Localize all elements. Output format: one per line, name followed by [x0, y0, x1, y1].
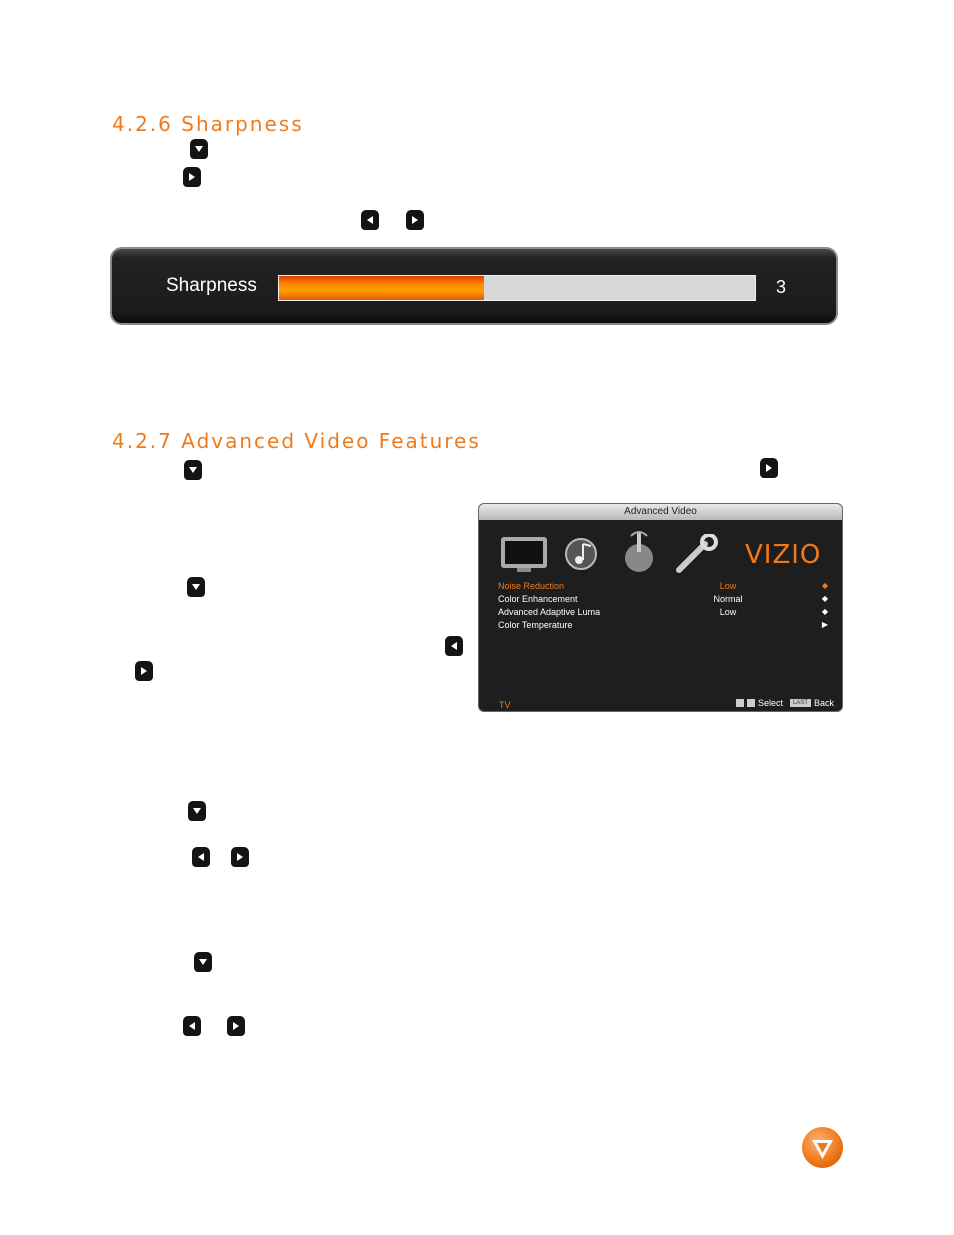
down-key-icon	[187, 577, 205, 597]
antenna-icon[interactable]	[621, 528, 657, 579]
left-right-arrow-icon: ◆	[821, 594, 828, 603]
menu-footer-hints	[736, 698, 834, 708]
left-key-icon	[361, 210, 379, 230]
sharpness-osd	[110, 247, 838, 325]
left-right-key-icon	[736, 699, 744, 707]
right-key-icon	[183, 167, 201, 187]
down-key-icon	[184, 460, 202, 480]
right-arrow-icon: ▶	[821, 620, 828, 629]
menu-row-color-temperature[interactable]: Color Temperature ▶	[498, 620, 828, 630]
section-heading-advanced-video: 4.2.7 Advanced Video Features	[112, 429, 481, 453]
right-key-icon	[231, 847, 249, 867]
right-key-icon	[227, 1016, 245, 1036]
sharpness-label: Sharpness	[166, 275, 257, 296]
left-key-icon	[445, 636, 463, 656]
input-source: TV	[499, 700, 511, 710]
select-hint: Select	[757, 698, 783, 708]
left-right-arrow-icon: ◆	[821, 581, 828, 590]
down-key-icon	[194, 952, 212, 972]
right-key-icon	[760, 458, 778, 478]
vizio-logo-icon	[802, 1127, 843, 1168]
last-key-icon: LAST	[790, 699, 811, 707]
down-key-icon	[190, 139, 208, 159]
left-key-icon	[183, 1016, 201, 1036]
menu-row-noise-reduction[interactable]: Noise Reduction Low ◆	[498, 581, 828, 591]
left-right-arrow-icon: ◆	[821, 607, 828, 616]
advanced-video-menu	[478, 503, 843, 712]
music-icon[interactable]	[563, 534, 599, 579]
right-key-icon	[135, 661, 153, 681]
vizio-brand: VIZIO	[745, 540, 822, 570]
menu-title: Advanced Video	[479, 504, 842, 520]
section-heading-sharpness: 4.2.6 Sharpness	[112, 112, 304, 136]
sharpness-slider-fill	[279, 276, 484, 300]
back-hint: Back	[813, 698, 834, 708]
down-key-icon	[188, 801, 206, 821]
wrench-icon[interactable]	[675, 534, 721, 579]
menu-row-advanced-adaptive-luma[interactable]: Advanced Adaptive Luma Low ◆	[498, 607, 828, 617]
left-key-icon	[192, 847, 210, 867]
tv-icon[interactable]	[499, 534, 549, 579]
right-key-icon	[406, 210, 424, 230]
sharpness-slider[interactable]	[278, 275, 756, 301]
sharpness-value: 3	[776, 277, 787, 297]
up-down-key-icon	[747, 699, 755, 707]
menu-row-color-enhancement[interactable]: Color Enhancement Normal ◆	[498, 594, 828, 604]
